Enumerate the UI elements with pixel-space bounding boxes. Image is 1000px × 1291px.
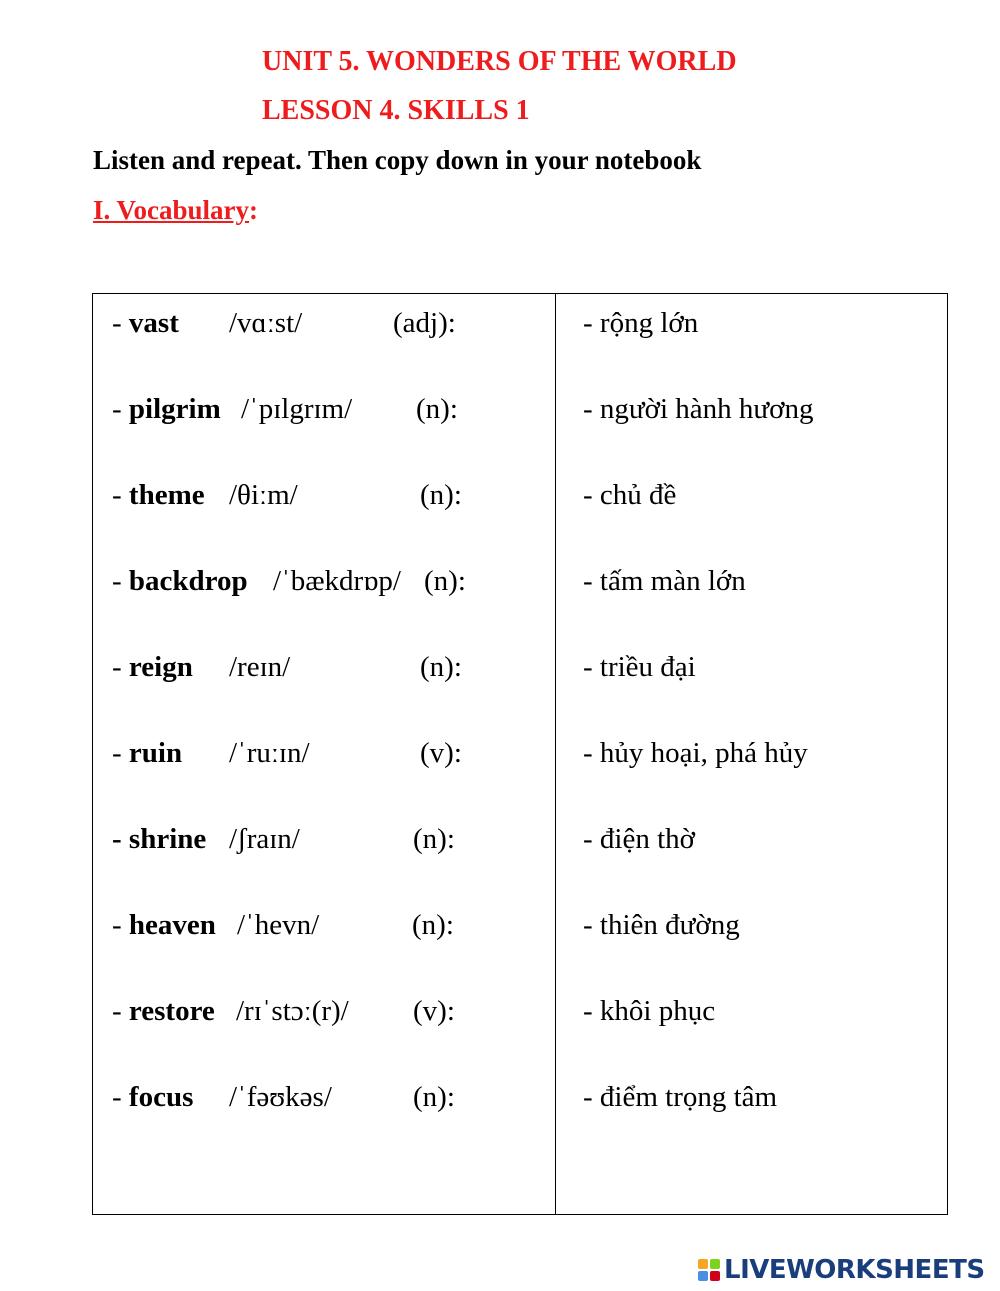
vocab-meaning: - điểm trọng tâm — [583, 1081, 778, 1113]
vocab-ipa: /ˈbækdrɒp/ — [273, 565, 401, 597]
vocab-ipa: /rɪˈstɔː(r)/ — [236, 995, 349, 1027]
vocab-word: vast — [128, 307, 179, 339]
vocab-pos: (n): — [424, 565, 466, 597]
vocab-row — [93, 1081, 947, 1121]
vocab-row — [93, 651, 947, 691]
vocab-row — [93, 737, 947, 777]
vocab-word: pilgrim — [128, 393, 221, 425]
logo-square — [710, 1259, 720, 1269]
vocab-entry: - focus — [112, 1081, 194, 1113]
vocab-meaning: - tấm màn lớn — [583, 565, 746, 597]
vocab-pos: (v): — [413, 995, 455, 1027]
vocab-entry: - ruin — [112, 737, 183, 769]
vocab-entry: - vast — [112, 307, 179, 339]
liveworksheets-logo-icon — [698, 1259, 720, 1281]
section-label: I. Vocabulary — [93, 195, 250, 225]
vocab-word: focus — [128, 1081, 194, 1113]
vocab-pos: (n): — [412, 909, 454, 941]
logo-square — [698, 1271, 708, 1281]
vocab-row — [93, 565, 947, 605]
vocab-row — [93, 823, 947, 863]
section-heading — [93, 195, 258, 226]
vocab-ipa: /ˈruːɪn/ — [229, 737, 310, 769]
vocab-entry: - restore — [112, 995, 215, 1027]
vocab-meaning: - hủy hoại, phá hủy — [583, 737, 808, 769]
logo-square — [710, 1271, 720, 1281]
vocab-row — [93, 909, 947, 949]
vocab-word: reign — [128, 651, 193, 683]
vocab-meaning: - chủ đề — [583, 479, 677, 511]
vocab-entry: - theme — [112, 479, 205, 511]
logo-text: LIVEWORKSHEETS — [724, 1255, 985, 1285]
vocab-meaning: - thiên đường — [583, 909, 740, 941]
vocab-entry: - heaven — [112, 909, 216, 941]
vocab-word: ruin — [128, 737, 183, 769]
vocab-ipa: /ˈfəʊkəs/ — [229, 1081, 332, 1113]
vocab-word: restore — [128, 995, 215, 1027]
vocab-meaning: - người hành hương — [583, 393, 814, 425]
vocab-row — [93, 479, 947, 519]
vocab-entry — [112, 823, 206, 856]
vocab-word: backdrop — [128, 565, 248, 597]
vocab-dash-bold: - — [112, 823, 129, 855]
vocab-entry: - backdrop — [112, 565, 248, 597]
vocab-pos: (n): — [420, 479, 462, 511]
vocab-entry: - pilgrim — [112, 393, 221, 425]
vocab-ipa: /vɑːst/ — [229, 307, 303, 339]
lesson-title: LESSON 4. SKILLS 1 — [262, 95, 530, 126]
vocab-word: theme — [128, 479, 205, 511]
vocabulary-table — [92, 293, 948, 1215]
vocab-ipa: /ˈhevn/ — [237, 909, 320, 941]
vocab-meaning: - triều đại — [583, 651, 696, 683]
logo-square — [698, 1259, 708, 1269]
section-colon: : — [249, 195, 259, 225]
vocab-pos: (n): — [420, 651, 462, 683]
vocab-word: shrine — [128, 823, 207, 855]
vocab-row — [93, 995, 947, 1035]
vocab-ipa: /reɪn/ — [229, 651, 291, 683]
vocab-ipa: /ˈpɪlgrɪm/ — [241, 393, 353, 425]
vocab-row — [93, 307, 947, 347]
vocab-pos: (n): — [413, 1081, 455, 1113]
vocab-meaning: - điện thờ — [583, 823, 695, 855]
unit-title: UNIT 5. WONDERS OF THE WORLD — [262, 46, 737, 77]
vocab-ipa: /θiːm/ — [229, 479, 298, 511]
vocab-pos: (n): — [416, 393, 458, 425]
vocab-entry: - reign — [112, 651, 193, 683]
vocab-word: heaven — [128, 909, 216, 941]
vocab-meaning: - rộng lớn — [583, 307, 699, 339]
vocab-ipa: /ʃraɪn/ — [229, 823, 300, 855]
vocab-row — [93, 393, 947, 433]
vocab-pos: (adj): — [393, 307, 456, 339]
instruction-text: Listen and repeat. Then copy down in your notebook — [93, 145, 702, 175]
liveworksheets-logo — [698, 1254, 985, 1286]
vocab-pos: (n): — [413, 823, 455, 855]
vocab-meaning: - khôi phục — [583, 995, 716, 1027]
vocab-pos: (v): — [420, 737, 462, 769]
